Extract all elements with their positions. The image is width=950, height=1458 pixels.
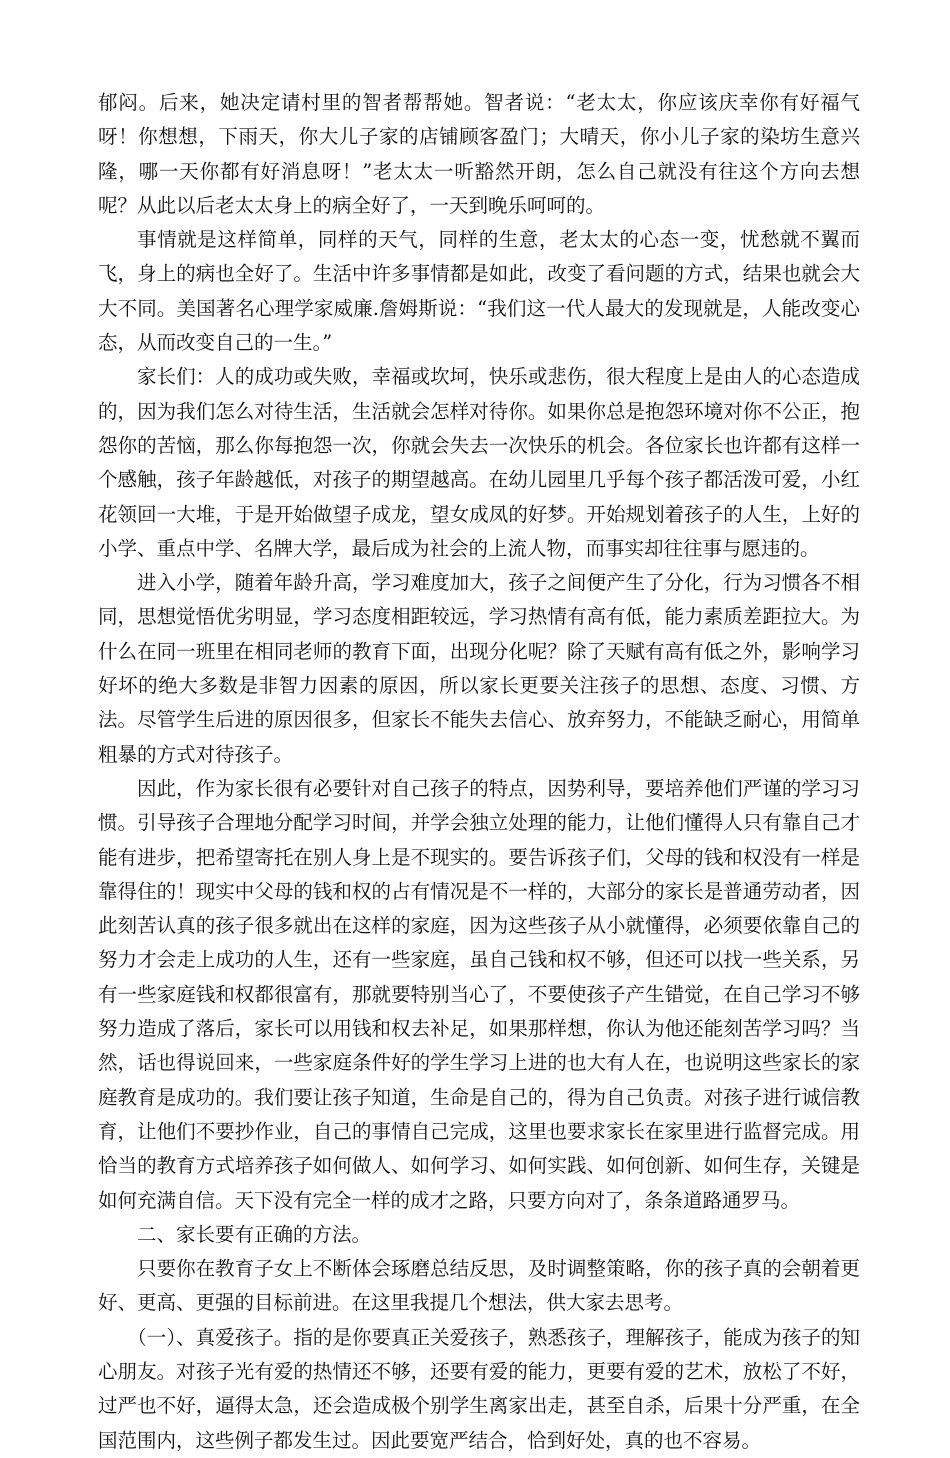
paragraph-3: 家长们：人的成功或失败，幸福或坎坷，快乐或悲伤，很大程度上是由人的心态造成的，因为我们怎么对待生活，生活就会怎样对待你。如果你总是抱怨环境对你不公正，抱怨你的苦恼，那么你每抱怨一次，你就会失去一次快乐的机会。各位家长也许都有这样一个感触，孩子年龄越低，对孩子的期望越高。在幼儿园里几乎每个孩子都活泼可爱，小红花领回一大堆，于是开始做望子成龙，望女成凤的好梦。开始规划着孩子的人生，上好的小学、重点中学、名牌大学，最后成为社会的上流人物，而事实却往往事与愿违的。 bbox=[98, 365, 860, 560]
list-item-1: （一）、真爱孩子。指的是你要真正关爱孩子，熟悉孩子，理解孩子，能成为孩子的知心朋友。对孩子光有爱的热情还不够，还要有爱的能力，更要有爱的艺术，放松了不好，过严也不好，逼得太急，还会造成极个别学生离家出走，甚至自杀，后果十分严重，在全国范围内，这些例子都发生过。因此要宽严结合，恰到好处，真的也不容易。 bbox=[98, 1325, 860, 1452]
paragraph-1: 郁闷。后来，她决定请村里的智者帮帮她。智者说：“老太太，你应该庆幸你有好福气呀！你想想，下雨天，你大儿子家的店铺顾客盈门；大晴天，你小儿子家的染坊生意兴隆，哪一天你都有好消息呀！”老太太一听豁然开朗，怎么自己就没有往这个方向去想呢？从此以后老太太身上的病全好了，一天到晚乐呵呵的。 bbox=[98, 91, 860, 217]
section-heading: 二、家长要有正确的方法。 bbox=[137, 1222, 372, 1246]
paragraph-7: 只要你在教育子女上不断体会琢磨总结反思，及时调整策略，你的孩子真的会朝着更好、更高、更强的目标前进。在这里我提几个想法，供大家去思考。 bbox=[98, 1257, 860, 1315]
paragraph-2: 事情就是这样简单，同样的天气，同样的生意，老太太的心态一变，忧愁就不翼而飞，身上的病也全好了。生活中许多事情都是如此，改变了看问题的方式，结果也就会大大不同。美国著名心理学家威廉.詹姆斯说：“我们这一代人最大的发现就是，人能改变心态，从而改变自己的一生。” bbox=[98, 228, 860, 355]
paragraph-4: 进入小学，随着年龄升高，学习难度加大，孩子之间便产生了分化，行为习惯各不相同，思想觉悟优劣明显，学习态度相距较远，学习热情有高有低，能力素质差距拉大。为什么在同一班里在相同老师的教育下面，出现分化呢？除了天赋有高有低之外，影响学习好坏的绝大多数是非智力因素的原因，所以家长更要关注孩子的思想、态度、习惯、方法。尽管学生后进的原因很多，但家长不能失去信心、放弃努力，不能缺乏耐心，用简单粗暴的方式对待孩子。 bbox=[98, 571, 860, 766]
paragraph-5: 因此，作为家长很有必要针对自己孩子的特点，因势利导，要培养他们严谨的学习习惯。引导孩子合理地分配学习时间，并学会独立处理的能力，让他们懂得人只有靠自己才能有进步，把希望寄托在别人身上是不现实的。要告诉孩子们，父母的钱和权没有一样是靠得住的！现实中父母的钱和权的占有情况是不一样的，大部分的家长是普通劳动者，因此刻苦认真的孩子很多就出在这样的家庭，因为这些孩子从小就懂得，必须要依靠自己的努力才会走上成功的人生，还有一些家庭，虽自己钱和权不够，但还可以找一些关系，另有一些家庭钱和权都很富有，那就要特别当心了，不要使孩子产生错觉，在自己学习不够努力造成了落后，家长可以用钱和权去补足，如果那样想，你认为他还能刻苦学习吗？当然，话也得说回来，一些家庭条件好的学生学习上进的也大有人在，也说明这些家长的家庭教育是成功的。我们要让孩子知道，生命是自己的，得为自己负责。对孩子进行诚信教育，让他们不要抄作业，自己的事情自己完成，这里也要求家长在家里进行监督完成。用恰当的教育方式培养孩子如何做人、如何学习、如何实践、如何创新、如何生存，关键是如何充满自信。天下没有完全一样的成才之路，只要方向对了，条条道路通罗马。 bbox=[98, 776, 860, 1212]
document-page bbox=[98, 86, 860, 1458]
